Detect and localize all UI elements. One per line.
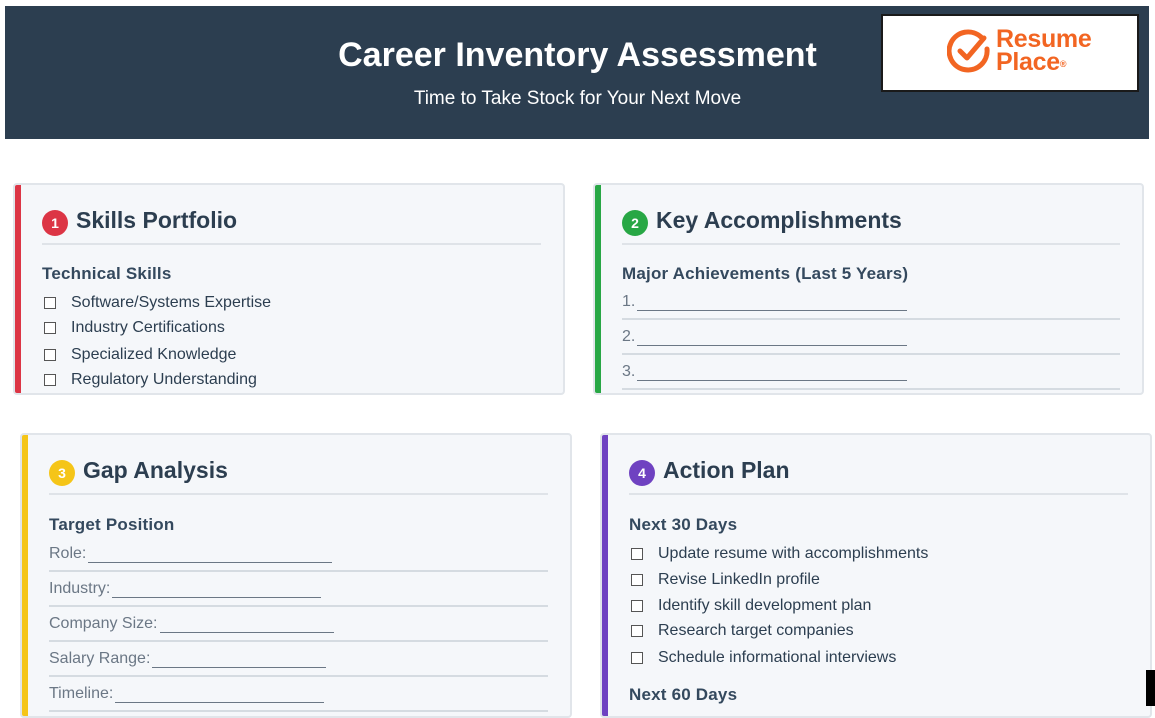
checkbox[interactable] (631, 548, 643, 560)
achievement-line[interactable] (622, 355, 1120, 390)
checkbox[interactable] (631, 574, 643, 586)
next-60-days-heading: Next 60 Days (629, 685, 738, 704)
card-header (629, 453, 1128, 495)
industry-field[interactable] (49, 572, 548, 607)
checklist-item (629, 618, 928, 645)
fill-in-blank[interactable] (112, 582, 321, 598)
company-size-field[interactable] (49, 607, 548, 642)
logo-wordmark (996, 25, 1092, 76)
section-number-badge: 4 (629, 460, 655, 486)
section-number-badge: 3 (49, 460, 75, 486)
next-30-days-checklist (629, 541, 928, 671)
logo-line1: Resume (996, 25, 1092, 53)
timeline-field[interactable] (49, 677, 548, 712)
target-position-fields (49, 537, 548, 712)
card-header (49, 453, 548, 495)
checkbox[interactable] (631, 652, 643, 664)
checklist-item-label: Specialized Knowledge (71, 346, 237, 363)
checkmark-circle-icon (947, 29, 991, 73)
section-title: Skills Portfolio (76, 207, 238, 233)
major-achievements-heading: Major Achievements (Last 5 Years) (622, 264, 909, 283)
field-label: Company Size: (49, 615, 158, 632)
fill-in-blank[interactable] (637, 365, 907, 381)
line-label: 2. (622, 328, 636, 345)
action-plan-card (600, 433, 1152, 718)
registered-mark: ® (1059, 59, 1067, 69)
checklist-item (629, 645, 928, 671)
section-title: Key Accomplishments (656, 207, 902, 233)
field-label: Role: (49, 545, 87, 562)
checklist-item-label: Schedule informational interviews (658, 649, 897, 666)
next-30-days-heading: Next 30 Days (629, 515, 738, 534)
target-position-heading: Target Position (49, 515, 175, 534)
checklist-item-label: Software/Systems Expertise (71, 294, 272, 311)
logo-line2: Place (996, 48, 1060, 76)
card-header (622, 203, 1120, 245)
checklist-item-label: Research target companies (658, 622, 854, 639)
fill-in-blank[interactable] (637, 330, 907, 346)
checklist-item (42, 367, 271, 393)
achievement-line[interactable] (622, 320, 1120, 355)
gap-analysis-card (20, 433, 572, 718)
page-subtitle: Time to Take Stock for Your Next Move (413, 88, 742, 109)
resume-place-logo (881, 14, 1139, 92)
checklist-item (629, 541, 928, 567)
corner-artifact (1146, 670, 1155, 706)
fill-in-blank[interactable] (88, 547, 332, 563)
section-number-badge: 2 (622, 210, 648, 236)
achievements-list (622, 285, 1120, 390)
checklist-item (42, 290, 271, 315)
line-label: 3. (622, 363, 636, 380)
fill-in-blank[interactable] (115, 687, 324, 703)
key-accomplishments-card (593, 183, 1144, 395)
checklist-item (42, 342, 271, 367)
skills-checklist (42, 290, 271, 393)
checkbox[interactable] (44, 374, 56, 386)
checkbox[interactable] (44, 322, 56, 334)
card-header (42, 203, 541, 245)
salary-range-field[interactable] (49, 642, 548, 677)
field-label: Industry: (49, 580, 111, 597)
skills-portfolio-card (13, 183, 565, 395)
checkbox[interactable] (44, 349, 56, 361)
checklist-item (629, 567, 928, 593)
checklist-item-label: Identify skill development plan (658, 597, 872, 614)
line-label: 1. (622, 293, 636, 310)
checklist-item (629, 593, 928, 618)
section-number-badge: 1 (42, 210, 68, 236)
checkbox[interactable] (44, 297, 56, 309)
fill-in-blank[interactable] (637, 295, 907, 311)
technical-skills-heading: Technical Skills (42, 264, 172, 283)
checklist-item-label: Regulatory Understanding (71, 371, 257, 388)
achievement-line[interactable] (622, 285, 1120, 320)
section-title: Gap Analysis (83, 457, 228, 483)
page-title: Career Inventory Assessment (338, 36, 817, 74)
role-field[interactable] (49, 537, 548, 572)
checklist-item-label: Industry Certifications (71, 319, 225, 336)
checklist-item (42, 315, 271, 342)
fill-in-blank[interactable] (160, 617, 334, 633)
checklist-item-label: Revise LinkedIn profile (658, 571, 820, 588)
fill-in-blank[interactable] (152, 652, 326, 668)
checkbox[interactable] (631, 600, 643, 612)
checkbox[interactable] (631, 625, 643, 637)
checklist-item-label: Update resume with accomplishments (658, 545, 929, 562)
field-label: Timeline: (49, 685, 114, 702)
section-title: Action Plan (663, 457, 790, 483)
field-label: Salary Range: (49, 650, 151, 667)
